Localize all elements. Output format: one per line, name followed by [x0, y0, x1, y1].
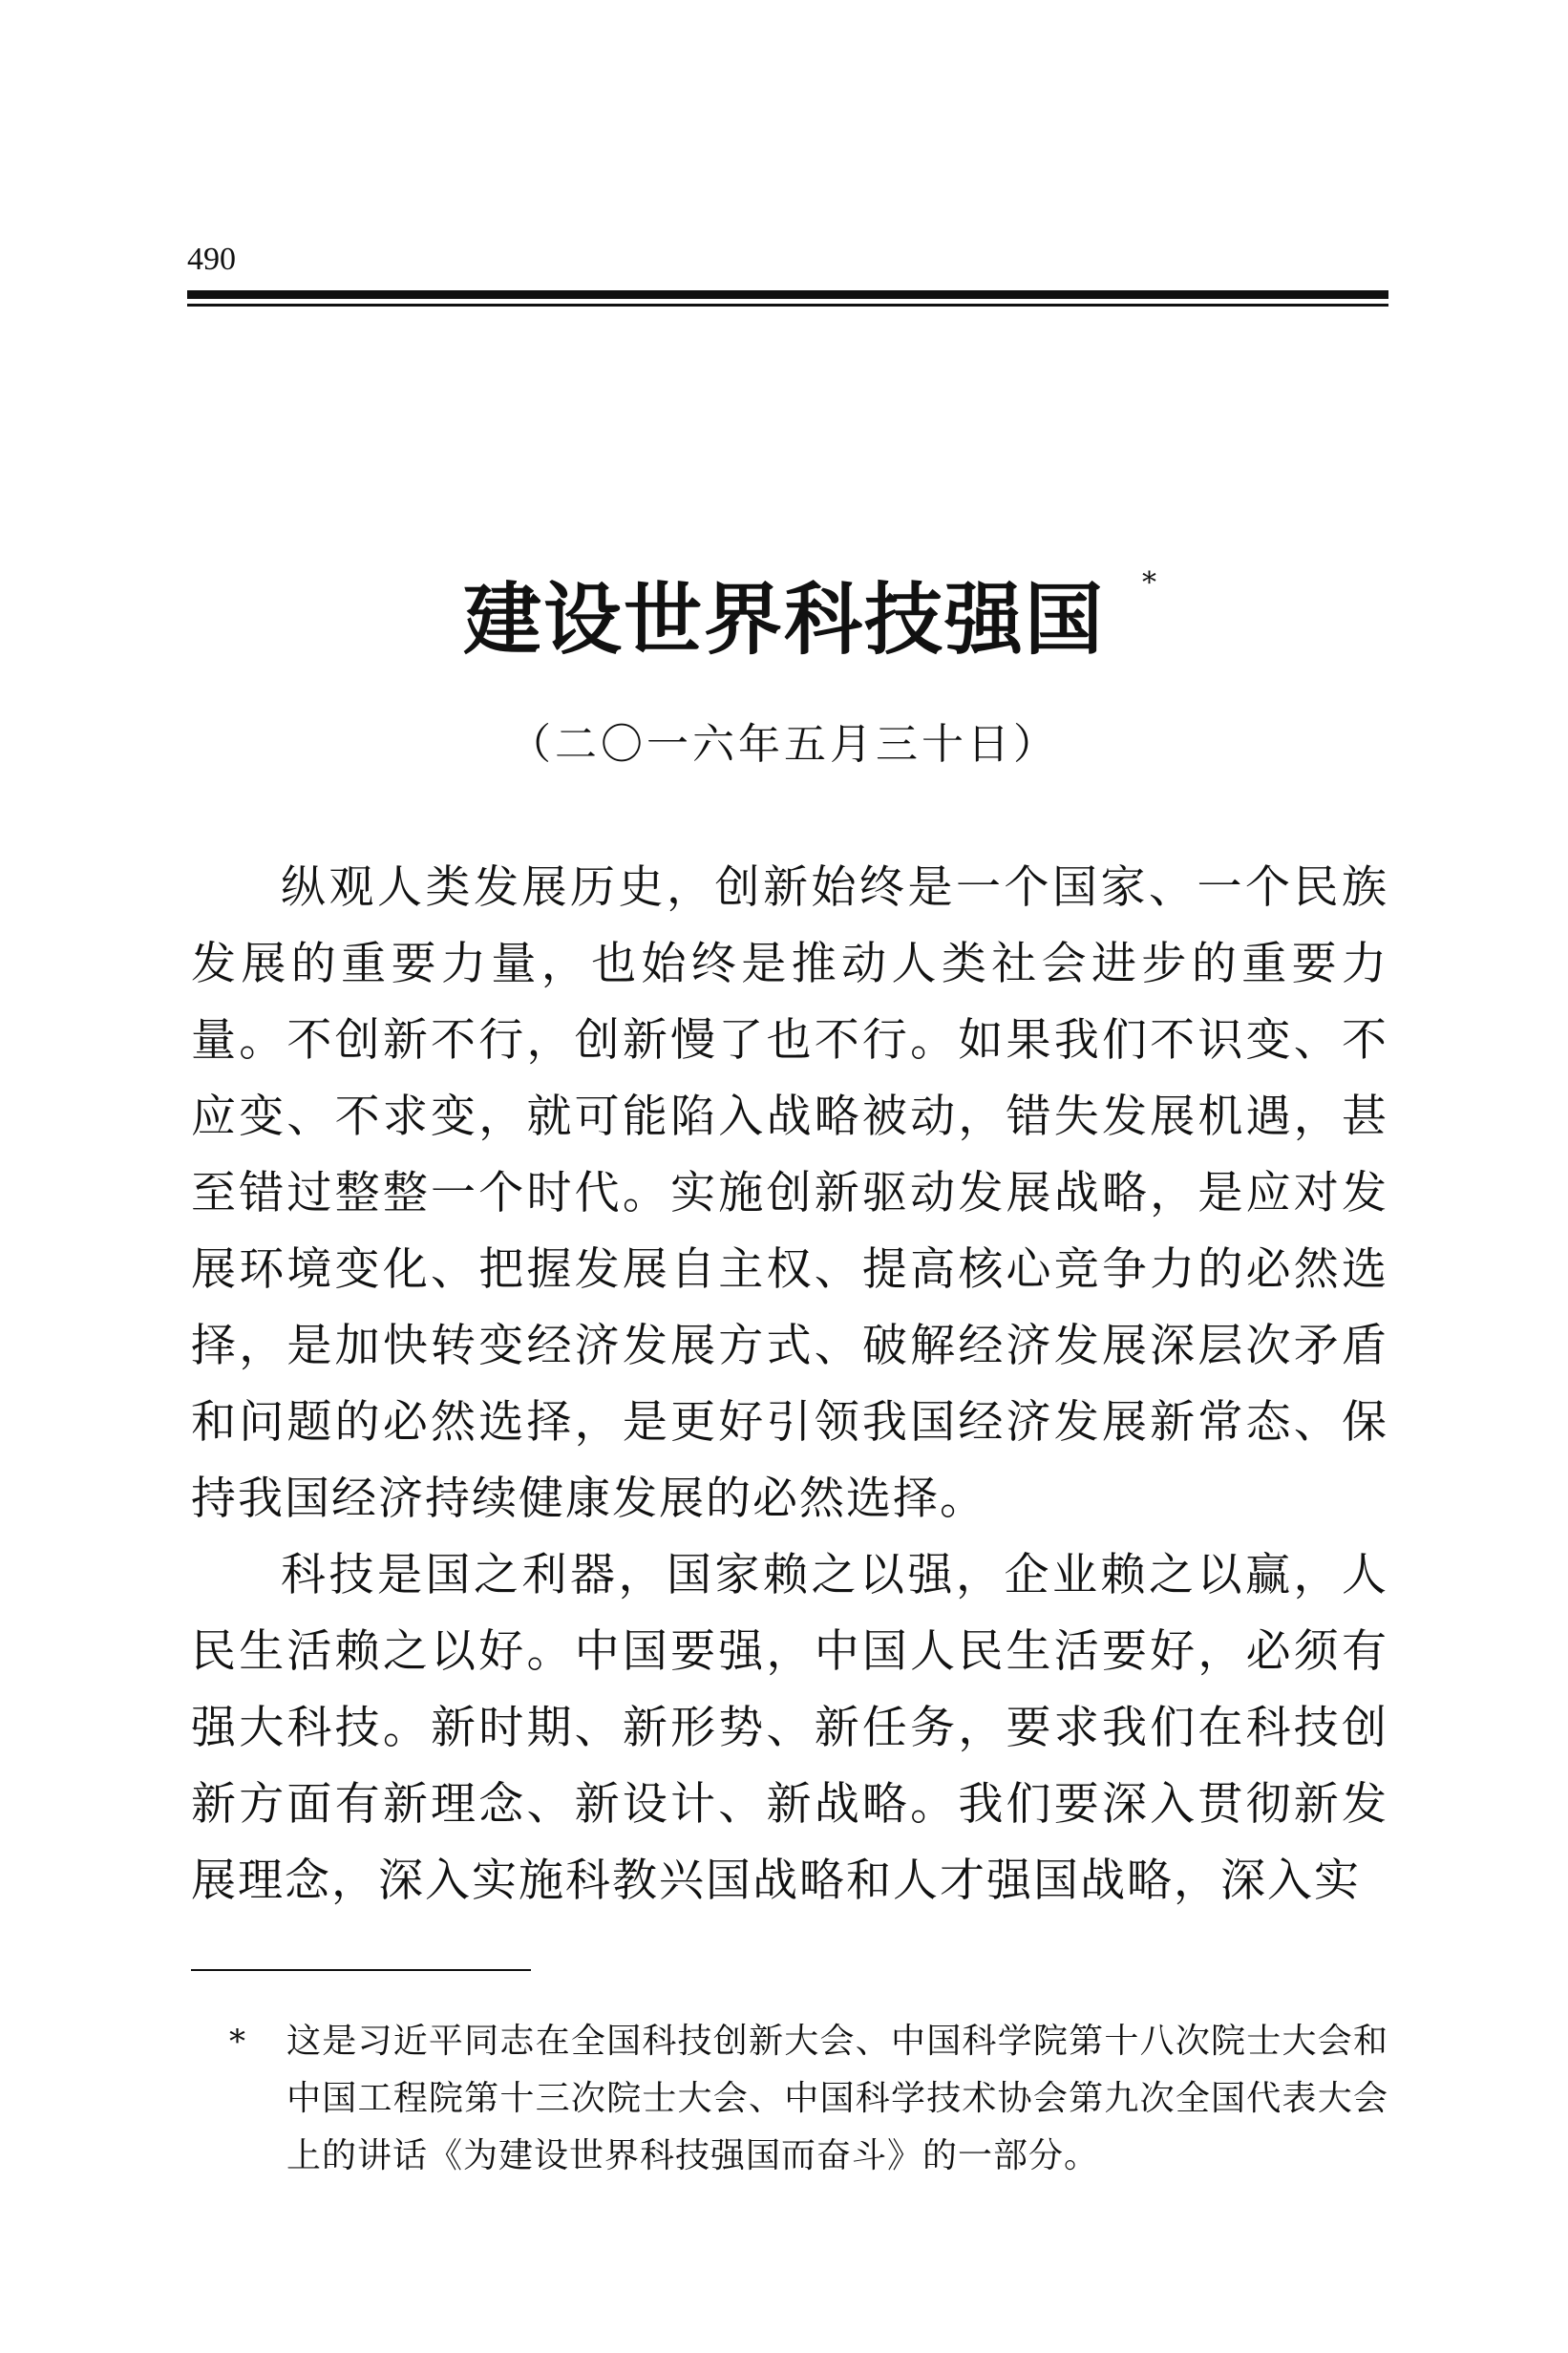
- header-rule-thick: [187, 290, 1388, 299]
- paragraph-2: 科技是国之利器，国家赖之以强，企业赖之以赢，人民生活赖之以好。中国要强，中国人民生活要好，必须有强大科技。新时期、新形势、新任务，要求我们在科技创新方面有新理念、新设计、新战略。我们要深入贯彻新发展理念，深入实施科教兴国战略和人才强国战略，深入实: [191, 1549, 1388, 1907]
- footnote-text: 这是习近平同志在全国科技创新大会、中国科学院第十八次院士大会和中国工程院第十三次院士大会、中国科学技术协会第九次全国代表大会上的讲话《为建设世界科技强国而奋斗》的一部分。: [286, 2022, 1388, 2175]
- footnote-marker: *: [229, 2023, 245, 2061]
- article-body: [191, 850, 1388, 1919]
- paragraph-1: 纵观人类发展历史，创新始终是一个国家、一个民族发展的重要力量，也始终是推动人类社会进步的重要力量。不创新不行，创新慢了也不行。如果我们不识变、不应变、不求变，就可能陷入战略被动，错失发展机遇，甚至错过整整一个时代。实施创新驱动发展战略，是应对发展环境变化、把握发展自主权、提高核心竞争力的必然选择，是加快转变经济发展方式、破解经济发展深层次矛盾和问题的必然选择，是更好引领我国经济发展新常态、保持我国经济持续健康发展的必然选择。: [191, 861, 1388, 1525]
- header-rule-thin: [187, 304, 1388, 307]
- article-title: 建设世界科技强国: [462, 575, 1105, 666]
- title-footnote-mark: *: [1142, 566, 1156, 600]
- page-number: 490: [187, 242, 236, 277]
- footnote-rule: [191, 1969, 531, 1971]
- article-date: （二〇一六年五月三十日）: [509, 720, 1059, 769]
